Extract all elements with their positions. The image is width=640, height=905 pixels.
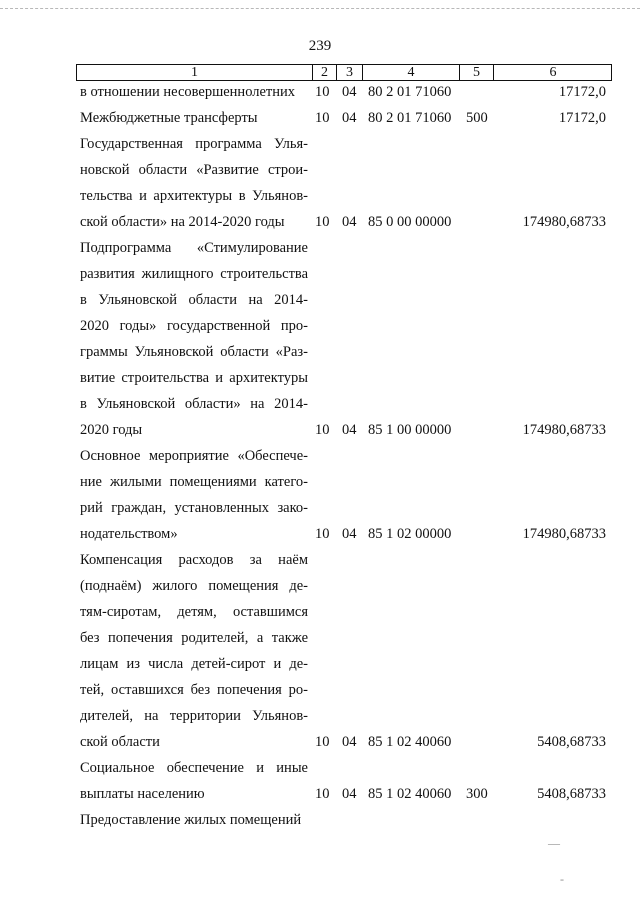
cell-column-4: 85 0 00 00000 <box>368 214 452 230</box>
cell-column-4: 80 2 01 71060 <box>368 110 452 126</box>
description-line: без попечения родителей, а также <box>80 630 308 646</box>
description-line: Компенсация расходов за наём <box>80 552 308 568</box>
description-line: 2020 годы <box>80 422 143 438</box>
description-line: (поднаём) жилого помещения де- <box>80 578 308 594</box>
description-line: выплаты населению <box>80 786 205 802</box>
cell-column-6: 174980,68733 <box>522 214 606 230</box>
scan-mark: - <box>560 872 564 886</box>
description-line: Основное мероприятие «Обеспече- <box>80 448 308 464</box>
cell-column-4: 80 2 01 71060 <box>368 84 452 100</box>
cell-column-5: 500 <box>466 110 488 126</box>
description-line: Социальное обеспечение и иные <box>80 760 308 776</box>
row-description <box>80 443 308 547</box>
cell-column-3: 04 <box>342 422 357 438</box>
cell-column-2: 10 <box>315 110 330 126</box>
cell-column-4: 85 1 00 00000 <box>368 422 452 438</box>
description-line: 2020 годы» государственной про- <box>80 318 308 334</box>
description-line: лицам из числа детей-сирот и де- <box>80 656 308 672</box>
description-line: ской области <box>80 734 160 750</box>
cell-column-5: 300 <box>466 786 488 802</box>
description-line: в Ульяновской области на 2014- <box>80 292 308 308</box>
description-line: дителей, на территории Ульянов- <box>80 708 308 724</box>
description-line: тельства и архитектуры в Ульянов- <box>80 188 308 204</box>
cell-column-2: 10 <box>315 84 330 100</box>
description-line: Подпрограмма «Стимулирование <box>80 240 308 256</box>
description-line: граммы Ульяновской области «Раз- <box>80 344 308 360</box>
cell-column-2: 10 <box>315 526 330 542</box>
column-header-5: 5 <box>459 65 493 80</box>
cell-column-6: 5408,68733 <box>537 734 606 750</box>
cell-column-3: 04 <box>342 110 357 126</box>
cell-column-3: 04 <box>342 526 357 542</box>
column-header-4: 4 <box>362 65 459 80</box>
column-header-6: 6 <box>493 65 612 80</box>
column-header-2: 2 <box>312 65 336 80</box>
cell-column-4: 85 1 02 00000 <box>368 526 452 542</box>
cell-column-6: 5408,68733 <box>537 786 606 802</box>
description-line: ние жилыми помещениями катего- <box>80 474 308 490</box>
row-description <box>80 105 308 131</box>
row-description <box>80 807 308 833</box>
description-line: нодательством» <box>80 526 178 542</box>
description-line: витие строительства и архитектуры <box>80 370 308 386</box>
cell-column-3: 04 <box>342 786 357 802</box>
description-line: Предоставление жилых помещений <box>80 812 302 828</box>
cell-column-4: 85 1 02 40060 <box>368 734 452 750</box>
description-line: тей, оставшихся без попечения ро- <box>80 682 308 698</box>
cell-column-6: 17172,0 <box>558 110 606 126</box>
cell-column-6: 174980,68733 <box>522 422 606 438</box>
cell-column-3: 04 <box>342 734 357 750</box>
cell-column-2: 10 <box>315 422 330 438</box>
row-description <box>80 235 308 443</box>
cell-column-3: 04 <box>342 84 357 100</box>
cell-column-2: 10 <box>315 214 330 230</box>
page-number: 239 <box>308 38 332 54</box>
scan-border <box>0 8 640 11</box>
description-line: новской области «Развитие строи- <box>80 162 308 178</box>
row-description <box>80 755 308 807</box>
cell-column-4: 85 1 02 40060 <box>368 786 452 802</box>
cell-column-2: 10 <box>315 786 330 802</box>
description-line: тям-сиротам, детям, оставшимся <box>80 604 308 620</box>
cell-column-2: 10 <box>315 734 330 750</box>
cell-column-6: 17172,0 <box>558 84 606 100</box>
description-line: ской области» на 2014-2020 годы <box>80 214 285 230</box>
column-header-3: 3 <box>336 65 362 80</box>
scan-mark: — <box>548 836 560 850</box>
description-line: развития жилищного строительства <box>80 266 308 282</box>
description-line: в Ульяновской области» на 2014- <box>80 396 308 412</box>
row-description <box>80 79 308 105</box>
description-line: Межбюджетные трансферты <box>80 110 258 126</box>
description-line: рий граждан, установленных зако- <box>80 500 308 516</box>
row-description <box>80 547 308 755</box>
description-line: Государственная программа Улья- <box>80 136 308 152</box>
cell-column-3: 04 <box>342 214 357 230</box>
cell-column-6: 174980,68733 <box>522 526 606 542</box>
column-header-1: 1 <box>191 65 198 80</box>
description-line: в отношении несовершеннолетних <box>80 84 296 100</box>
row-description <box>80 131 308 235</box>
